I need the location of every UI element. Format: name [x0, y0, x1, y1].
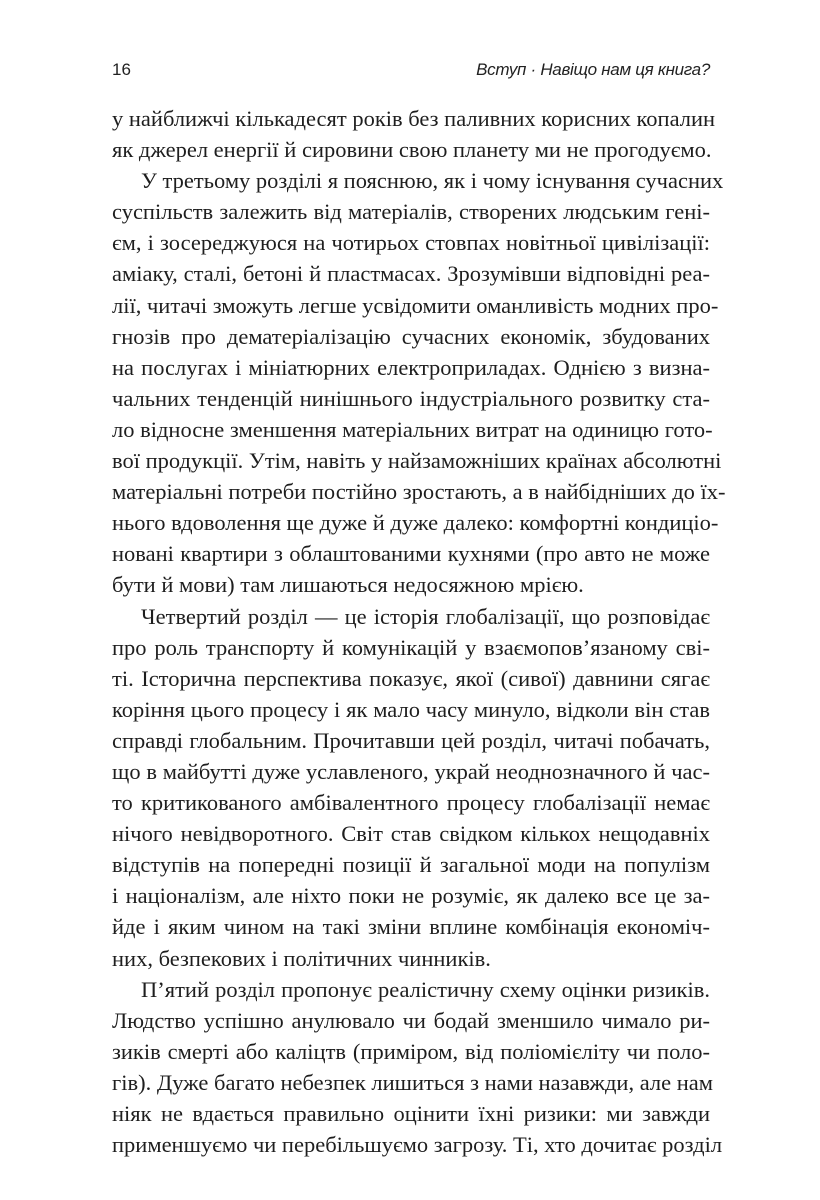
text-line: них, безпекових і політичних чинників. [112, 945, 491, 971]
text-line: матеріальні потреби постійно зростають, а в найбідніших до їх- [112, 479, 726, 505]
text-line: нічого невідворотного. Світ став свідком кількох нещодавніх [112, 821, 710, 847]
text-line: коріння цього процесу і як мало часу минуло, відколи він став [112, 696, 710, 722]
text-line: вої продукції. Утім, навіть у найзаможніших країнах абсолютні [112, 448, 722, 474]
paragraph-continuation [112, 103, 716, 165]
text-line: справді глобальним. Прочитавши цей розділ, читачі побачать, [112, 727, 710, 753]
running-section-title: Вступ · Навіщо нам ця книга? [476, 60, 710, 79]
text-line: гів). Дуже багато небезпек лишиться з нами назавжди, але нам [112, 1069, 713, 1095]
text-line: П’ятий розділ пропонує реалістичну схему оцінки ризиків. [141, 976, 710, 1002]
text-line: як джерел енергії й сировини свою планету ми не прогодуємо. [112, 137, 712, 163]
text-line: новані квартири з облаштованими кухнями (про авто не може [112, 541, 710, 567]
paragraph-chapter-three [112, 165, 726, 600]
text-line: гнозів про дематеріалізацію сучасних економік, збудованих [112, 323, 710, 349]
body-text [112, 103, 726, 1160]
text-line: чальних тенденцій нинішнього індустріального розвитку ста- [112, 385, 710, 411]
text-line: Четвертий розділ — це історія глобалізації, що розповідає [141, 603, 710, 629]
text-line: єм, і зосереджуюся на чотирьох стовпах новітньої цивілізації: [112, 230, 710, 256]
text-line: на послугах і мініатюрних електроприладах. Однією з визна- [112, 354, 710, 380]
text-line: применшуємо чи перебільшуємо загрозу. Ті, хто дочитає розділ [112, 1132, 723, 1158]
running-header [112, 60, 710, 84]
text-line: суспільств залежить від матеріалів, створених людським гені- [112, 199, 710, 225]
text-line: у найближчі кількадесят років без паливних корисних копалин [112, 106, 716, 131]
text-line: аміаку, сталі, бетоні й пластмасах. Зрозумівши відповідні реа- [112, 261, 710, 287]
text-line: зиків смерті або каліцтв (приміром, від поліомієліту чи поло- [112, 1038, 710, 1064]
text-line: бути й мови) там лишаються недосяжною мрією. [112, 572, 584, 598]
page-number: 16 [112, 60, 131, 79]
paragraph-chapter-five [112, 974, 723, 1161]
text-line: ті. Історична перспектива показує, якої (сивої) давнини сягає [112, 665, 710, 691]
paragraph-chapter-four [112, 601, 710, 974]
text-line: йде і яким чином на такі зміни вплине комбінація економіч- [112, 914, 710, 940]
text-line: відступів на попередні позиції й загальної моди на популізм [112, 852, 710, 878]
text-line: про роль транспорту й комунікацій у взаємопов’язаному сві- [112, 634, 710, 660]
text-line: що в майбутті дуже уславленого, украй неоднозначного й час- [112, 758, 710, 784]
text-line: то критикованого амбівалентного процесу глобалізації немає [112, 790, 710, 816]
text-line: Людство успішно анулювало чи бодай зменшило чимало ри- [112, 1007, 710, 1033]
text-line: ніяк не вдається правильно оцінити їхні ризики: ми завжди [112, 1101, 710, 1126]
text-line: і націоналізм, але ніхто поки не розуміє, як далеко все це за- [112, 883, 710, 909]
text-line: лії, читачі зможуть легше усвідомити оманливість модних про- [112, 292, 719, 318]
text-line: ло відносне зменшення матеріальних витрат на одиницю гото- [112, 416, 713, 442]
text-line: У третьому розділі я пояснюю, як і чому існування сучасних [141, 168, 724, 194]
text-line: нього вдоволення ще дуже й дуже далеко: комфортні кондиціо- [112, 510, 719, 536]
